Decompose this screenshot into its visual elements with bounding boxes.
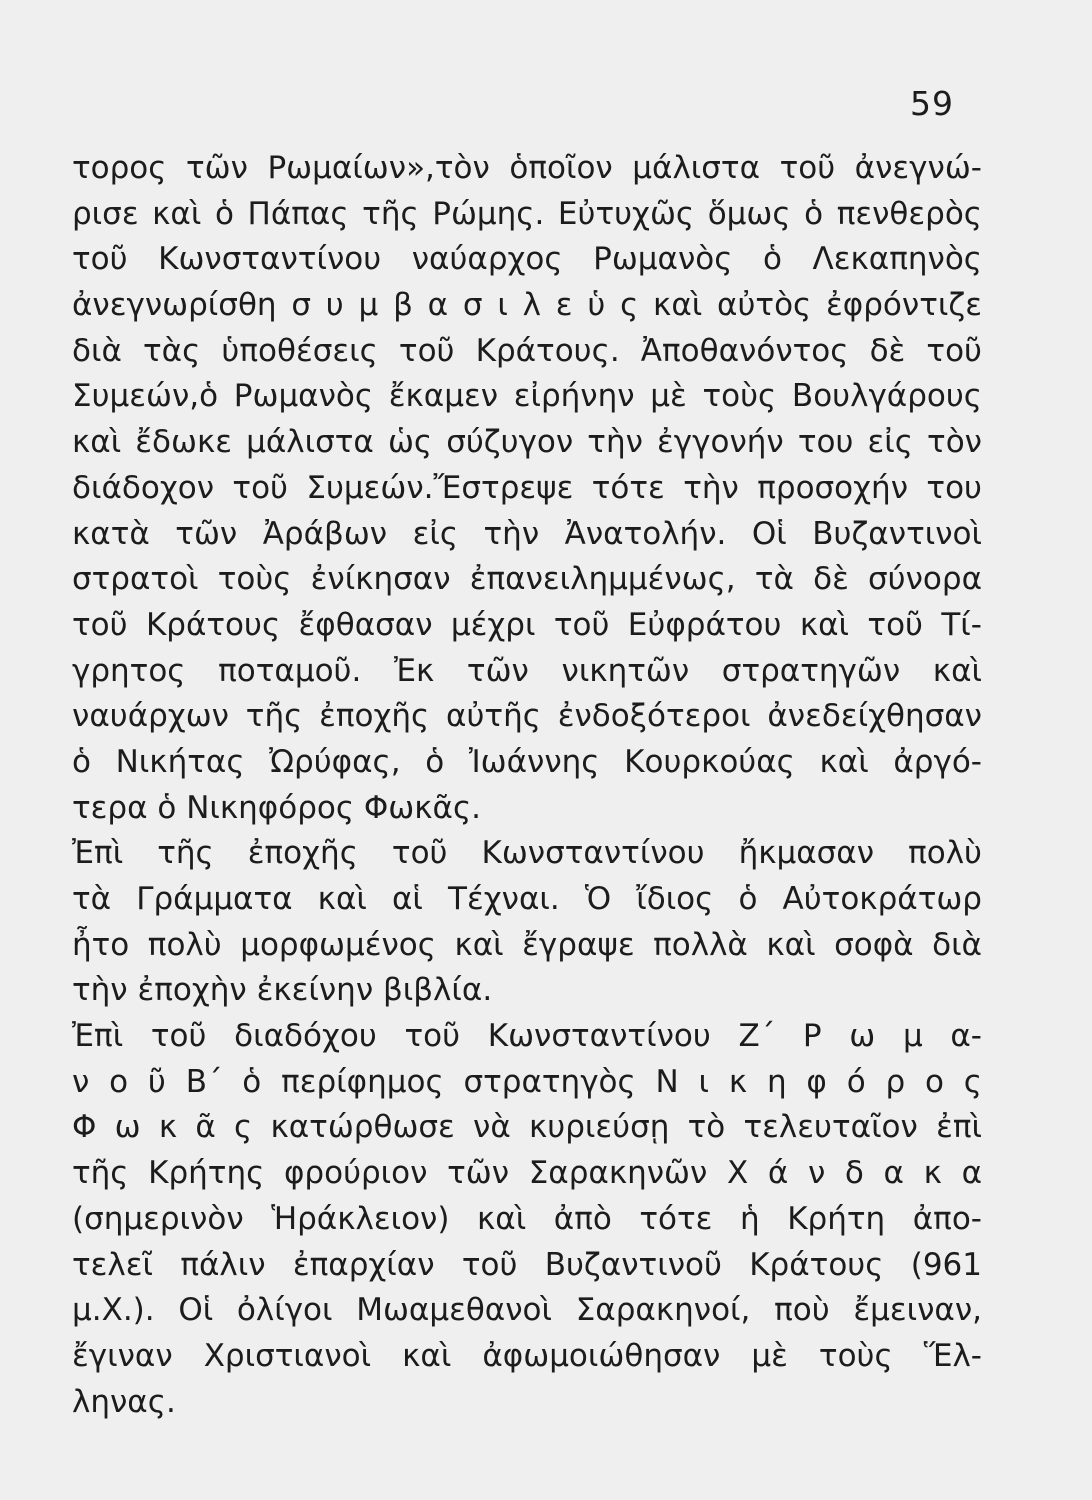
text-line: τοῦ Κράτους ἔφθασαν μέχρι τοῦ Εὐφράτου καὶ τοῦ Τί-: [72, 606, 982, 643]
text-line: τὰ Γράμματα καὶ αἱ Τέχναι. Ὁ ἴδιος ὁ Αὐτοκράτωρ: [72, 881, 982, 917]
text-line: ἀνεγνωρίσθη σ υ μ β α σ ι λ ε ὑ ς καὶ αὐτὸς ἐφρόντιζε: [72, 287, 982, 324]
text-line: ναυάρχων τῆς ἐποχῆς αὐτῆς ἐνδοξότεροι ἀνεδείχθησαν: [72, 698, 982, 735]
text-line: τορος τῶν Ρωμαίων»,τὸν ὁποῖον μάλιστα τοῦ ἀνεγνώ-: [72, 150, 982, 186]
page-number: 59: [910, 84, 954, 123]
text-line: καὶ ἔδωκε μάλιστα ὡς σύζυγον τὴν ἐγγονήν του εἰς τὸν: [72, 424, 982, 461]
text-line: τελεῖ πάλιν ἐπαρχίαν τοῦ Βυζαντινοῦ Κράτους (961: [72, 1246, 982, 1283]
text-line: Συμεών,ὁ Ρωμανὸς ἔκαμεν εἰρήνην μὲ τοὺς Βουλγάρους: [72, 378, 982, 415]
text-line: διάδοχον τοῦ Συμεών.Ἔστρεψε τότε τὴν προσοχήν του: [72, 469, 982, 506]
text-line: ὁ Νικήτας Ὠρύφας, ὁ Ἰωάννης Κουρκούας καὶ ἀργό-: [72, 743, 982, 780]
text-line: τοῦ Κωνσταντίνου ναύαρχος Ρωμανὸς ὁ Λεκαπηνὸς: [72, 241, 982, 278]
text-line: ἔγιναν Χριστιανοὶ καὶ ἀφωμοιώθησαν μὲ τοὺς Ἕλ-: [72, 1337, 982, 1374]
text-line: ἦτο πολὺ μορφωμένος καὶ ἔγραψε πολλὰ καὶ σοφὰ διὰ: [72, 926, 982, 963]
text-line: ν ο ῦ Β΄ ὁ περίφημος στρατηγὸς Ν ι κ η φ ό ρ ο ς: [72, 1063, 982, 1100]
text-line: Ἐπὶ τοῦ διαδόχου τοῦ Κωνσταντίνου Ζ΄ Ρ ω μ α-: [72, 1018, 982, 1055]
text-line: Φ ω κ ᾶ ς κατώρθωσε νὰ κυριεύσῃ τὸ τελευταῖον ἐπὶ: [72, 1109, 982, 1146]
text-line: τῆς Κρήτης φρούριον τῶν Σαρακηνῶν Χ ά ν δ α κ α: [72, 1155, 982, 1192]
text-line: γρητος ποταμοῦ. Ἐκ τῶν νικητῶν στρατηγῶν καὶ: [72, 652, 982, 689]
text-line: μ.Χ.). Οἱ ὀλίγοι Μωαμεθανοὶ Σαρακηνοί, ποὺ ἔμειναν,: [72, 1292, 982, 1329]
text-line: ληνας.: [72, 1383, 176, 1420]
text-line: Ἐπὶ τῆς ἐποχῆς τοῦ Κωνσταντίνου ἤκμασαν πολὺ: [72, 835, 982, 872]
text-line: τερα ὁ Νικηφόρος Φωκᾶς.: [72, 789, 482, 826]
body-text: [72, 146, 982, 1425]
text-line: τὴν ἐποχὴν ἐκείνην βιβλία.: [72, 972, 493, 1009]
text-line: κατὰ τῶν Ἀράβων εἰς τὴν Ἀνατολήν. Οἱ Βυζαντινοὶ: [72, 515, 982, 552]
text-line: στρατοὶ τοὺς ἐνίκησαν ἐπανειλημμένως, τὰ δὲ σύνορα: [72, 561, 982, 598]
text-line: (σημερινὸν Ἡράκλειον) καὶ ἀπὸ τότε ἡ Κρήτη ἀπο-: [72, 1200, 982, 1237]
text-line: διὰ τὰς ὑποθέσεις τοῦ Κράτους. Ἀποθανόντος δὲ τοῦ: [72, 332, 982, 369]
text-line: ρισε καὶ ὁ Πάπας τῆς Ρώμης. Εὐτυχῶς ὅμως ὁ πενθερὸς: [72, 195, 982, 232]
